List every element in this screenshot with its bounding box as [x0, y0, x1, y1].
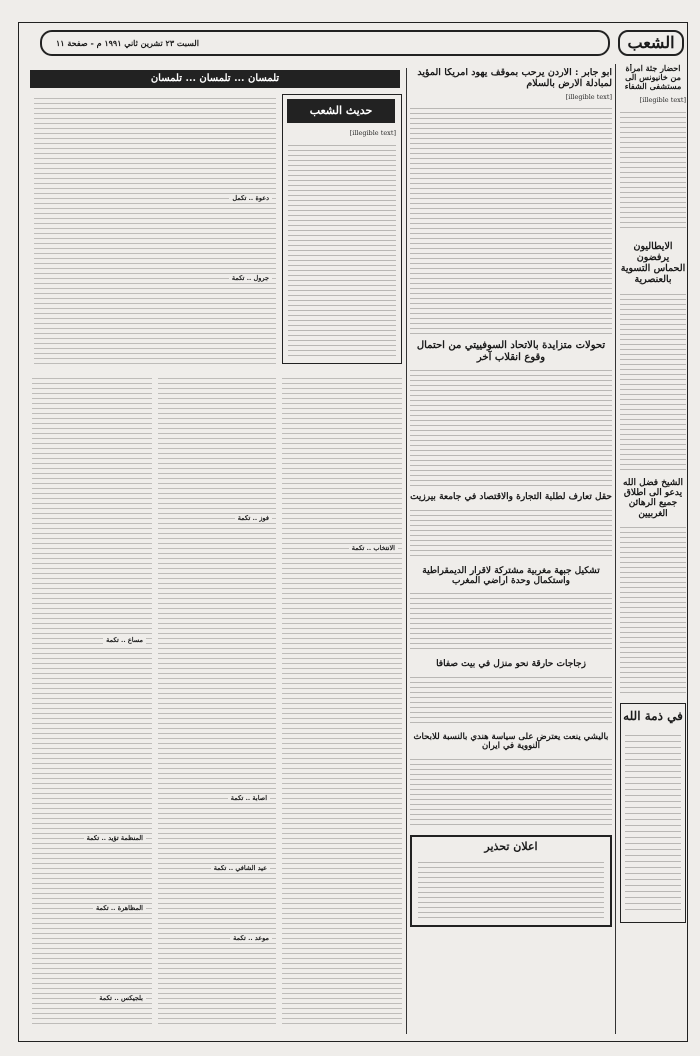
paper-logo [618, 30, 684, 56]
story3-headline: حقل تعارف لطلبة التجارة والاقتصاد في جامعة بيرزيت [410, 492, 612, 503]
text-lines [410, 366, 612, 486]
story5-headline: زجاجات حارقة نحو منزل في بيت صفافا [436, 659, 586, 670]
story6-headline: باليشي ينعت يعترض على سياسة هندي بالنسبة للابحاث النووية في ايران [413, 731, 609, 752]
text-lines [288, 141, 396, 359]
text-lines [410, 755, 612, 827]
text-lines [410, 506, 612, 560]
text-lines [620, 523, 686, 693]
obituary-box [620, 703, 686, 923]
lead-body: [illegible text] [565, 92, 612, 101]
column-rule [406, 68, 407, 1034]
left-block [30, 92, 402, 1032]
banner [30, 70, 400, 88]
column-masthead [287, 99, 395, 123]
column-masthead-label: حديث الشعب [309, 104, 373, 117]
lower-section-5: المظاهرة .. تكمة [93, 904, 146, 912]
text-lines [34, 94, 276, 364]
section-title-2: جرول .. تكمة [229, 274, 272, 282]
column-rule [615, 64, 616, 1034]
text-lines [282, 374, 402, 1026]
right-column [620, 64, 686, 1034]
story2-headline: تحولات متزايدة بالاتحاد السوفييتي من احتمال وقوع انقلاب آخر [416, 340, 606, 363]
ad-title: اعلان تحذير [484, 840, 538, 854]
section-title-1: دعوة .. تكمل [229, 194, 272, 202]
lead-headline: ابو جابر : الاردن يرحب بموقف يهود امريكا المؤيد لمبادلة الارض بالسلام [417, 68, 612, 89]
text-lines [158, 374, 276, 1026]
text-lines [620, 290, 686, 470]
lower-section-4: المنظمة تؤيد .. تكمة [84, 834, 146, 842]
section-title-3: فوز .. تكمة [235, 514, 272, 522]
column-feature [282, 94, 402, 364]
date-line: السبت ٢٣ تشرين ثاني ١٩٩١ م - صفحة ١١ [56, 38, 199, 48]
section-title-5: الانتخاب .. تكمة [349, 544, 398, 552]
text-lines [410, 673, 612, 727]
banner-text: تلمسان ... تلمسان ... تلمسان [150, 73, 280, 84]
date-header [40, 30, 610, 56]
text-lines [32, 374, 152, 1026]
lower-section-2: عيد الشافي .. تكمة [211, 864, 270, 872]
lower-section-6: بلجيكس .. تكمة [96, 994, 146, 1002]
text-lines [410, 104, 612, 334]
text-lines [625, 730, 681, 910]
right-top-headline: احضار جثة امرأة من خانيونس الى مستشفى الشفاء [624, 64, 682, 92]
middle-column [410, 68, 612, 1034]
lower-section-3: اصابة .. تكمة [228, 794, 270, 802]
section-title-4: موعد .. تكمة [230, 934, 272, 942]
ad-box [410, 835, 612, 927]
text-lines [410, 589, 612, 653]
right-story2-headline: الايطاليون يرفضون الحماس التسوية بالعنصرية [620, 240, 686, 285]
story4-headline: تشكيل جبهة مغربية مشتركة لاقرار الديمقراطية واستكمال وحدة اراضي المغرب [422, 565, 600, 586]
column-body: [illegible text] [349, 129, 396, 137]
lower-section-1: مساع .. تكمة [103, 636, 146, 644]
text-lines [620, 108, 686, 228]
paper-name: الشعب [627, 33, 675, 52]
obituary-title: في ذمة الله [623, 709, 683, 724]
right-story3-headline: الشيخ فضل الله يدعو الى اطلاق جميع الرهائن الغربيين [622, 477, 684, 519]
text-lines [418, 858, 604, 918]
right-top-body: [illegible text] [639, 95, 686, 104]
